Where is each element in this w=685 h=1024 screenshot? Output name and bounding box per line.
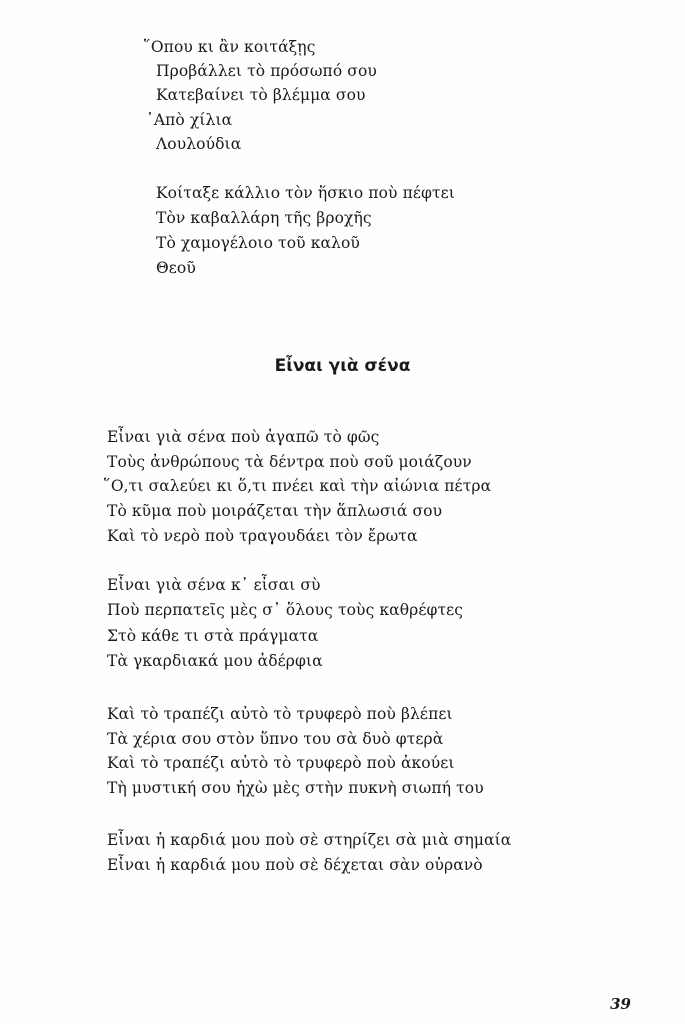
verse-line: Τὰ γκαρδιακά μου ἀδέρφια xyxy=(107,652,323,670)
verse-line: Λουλούδια xyxy=(156,135,242,153)
verse-line: Θεοῦ xyxy=(156,259,196,277)
verse-line: Κοίταξε κάλλιο τὸν ἥσκιο ποὺ πέφτει xyxy=(156,184,455,202)
page-number: 39 xyxy=(610,995,631,1013)
verse-line: Κατεβαίνει τὸ βλέμμα σου xyxy=(156,86,366,104)
verse-line: ῞Ο,τι σαλεύει κι ὅ,τι πνέει καὶ τὴν αἰώνια πέτρα xyxy=(103,477,492,495)
verse-line: Τὸ χαμογέλοιο τοῦ καλοῦ xyxy=(156,234,360,252)
verse-line: Τὴ μυστική σου ἠχὼ μὲς στὴν πυκνὴ σιωπή του xyxy=(107,779,484,797)
verse-line: Τὸ κῦμα ποὺ μοιράζεται τὴν ἅπλωσιά σου xyxy=(107,502,443,520)
verse-line: Εἶναι γιὰ σένα κ᾽ εἶσαι σὺ xyxy=(107,576,321,594)
verse-line: ᾽Απὸ χίλια xyxy=(146,111,233,129)
verse-line: Τοὺς ἀνθρώπους τὰ δέντρα ποὺ σοῦ μοιάζουν xyxy=(107,453,472,471)
poem-title: Εἶναι γιὰ σένα xyxy=(274,356,411,376)
verse-line: Τὸν καβαλλάρη τῆς βροχῆς xyxy=(156,209,372,227)
verse-line: Προβάλλει τὸ πρόσωπό σου xyxy=(156,62,377,80)
verse-line: Εἶναι γιὰ σένα ποὺ ἀγαπῶ τὸ φῶς xyxy=(107,428,380,446)
verse-line: Στὸ κάθε τι στὰ πράγματα xyxy=(107,627,319,645)
verse-line: Καὶ τὸ νερὸ ποὺ τραγουδάει τὸν ἔρωτα xyxy=(107,527,418,545)
verse-line: Εἶναι ἡ καρδιά μου ποὺ σὲ στηρίζει σὰ μιὰ σημαία xyxy=(107,831,512,849)
verse-line: Καὶ τὸ τραπέζι αὐτὸ τὸ τρυφερὸ ποὺ ἀκούει xyxy=(107,754,455,772)
verse-line: Καὶ τὸ τραπέζι αὐτὸ τὸ τρυφερὸ ποὺ βλέπει xyxy=(107,705,453,723)
verse-line: ῞Οπου κι ἂν κοιτάξῃς xyxy=(143,38,316,56)
verse-line: Εἶναι ἡ καρδιά μου ποὺ σὲ δέχεται σὰν οὐρανὸ xyxy=(107,856,483,874)
verse-line: Ποὺ περπατεῖς μὲς σ᾽ ὅλους τοὺς καθρέφτες xyxy=(107,601,464,619)
verse-line: Τὰ χέρια σου στὸν ὕπνο του σὰ δυὸ φτερὰ xyxy=(107,730,444,748)
